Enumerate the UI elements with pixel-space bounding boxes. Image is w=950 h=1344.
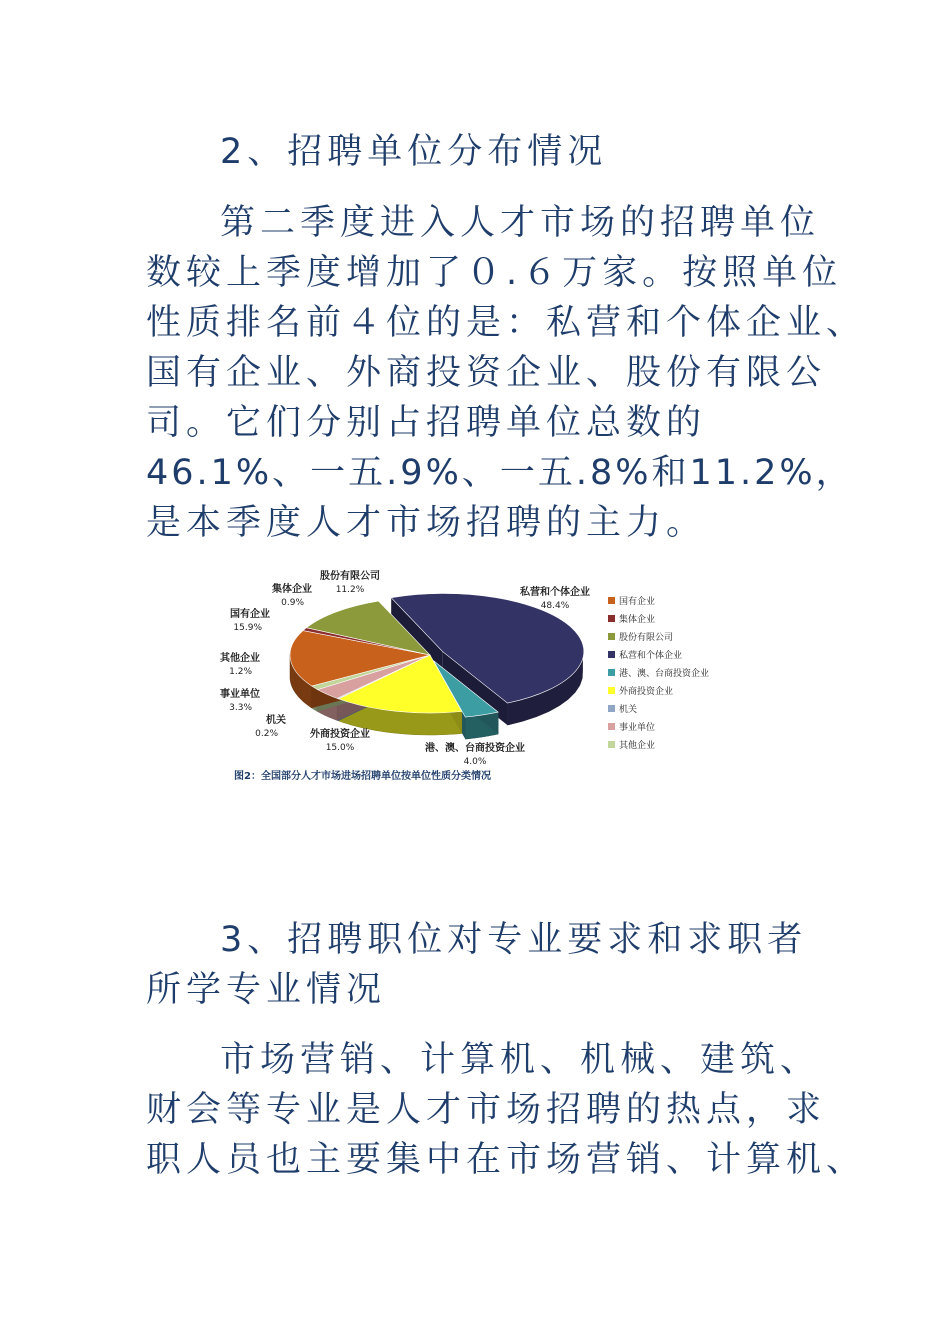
legend-entry: 外商投资企业 — [619, 687, 674, 697]
slice-value-label: 11.2% — [335, 585, 365, 595]
legend-swatch — [608, 597, 615, 604]
slice-label: 机关 — [266, 715, 286, 726]
legend-swatch — [608, 669, 615, 676]
slice-label: 事业单位 — [220, 689, 260, 700]
slice-value-label: 1.2% — [229, 667, 252, 677]
legend-swatch — [608, 723, 615, 730]
slice-label: 其他企业 — [220, 653, 260, 664]
slice-value-label: 0.2% — [255, 729, 278, 739]
legend-swatch — [608, 741, 615, 748]
slice-label: 私营和个体企业 — [520, 587, 590, 598]
legend-entry: 其他企业 — [619, 741, 656, 751]
slice-label: 外商投资企业 — [310, 729, 370, 740]
paragraph-line: 是本季度人才市场招聘的主力。 — [146, 503, 707, 543]
slice-label: 国有企业 — [230, 609, 270, 620]
legend-swatch — [608, 615, 615, 622]
legend-entry: 股份有限公司 — [619, 633, 674, 643]
slice-value-label: 15.9% — [233, 623, 262, 633]
legend-entry: 事业单位 — [619, 723, 656, 733]
heading-line: 所学专业情况 — [146, 970, 387, 1010]
paragraph-line: 司。它们分别占招聘单位总数的 — [146, 403, 707, 443]
legend-swatch — [608, 687, 615, 694]
legend-swatch — [608, 705, 615, 712]
slice-label: 股份有限公司 — [320, 571, 380, 582]
legend-swatch — [608, 651, 615, 658]
heading-line: 3、招聘职位对专业要求和求职者 — [220, 920, 808, 960]
slice-value-label: 15.0% — [325, 743, 355, 753]
paragraph-line: 市场营销、计算机、机械、建筑、 — [220, 1040, 821, 1080]
slice-label: 港、澳、台商投资企业 — [425, 743, 525, 754]
slice-value-label: 4.0% — [463, 757, 487, 767]
slice-value-label: 48.4% — [540, 601, 570, 611]
chart-title: 图2：全国部分人才市场进场招聘单位按单位性质分类情况 — [234, 771, 491, 782]
paragraph-line: 第二季度进入人才市场的招聘单位 — [220, 203, 821, 243]
slice-value-label: 0.9% — [281, 598, 304, 608]
legend-entry: 私营和个体企业 — [619, 651, 683, 661]
paragraph-line: 职人员也主要集中在市场营销、计算机、 — [146, 1140, 867, 1180]
paragraph-line: 数较上季度增加了０.６万家。按照单位 — [146, 253, 843, 293]
legend-entry: 机关 — [619, 705, 638, 715]
legend-entry: 集体企业 — [619, 615, 656, 625]
section-2-heading: 2、招聘单位分布情况 — [220, 132, 608, 172]
slice-value-label: 3.3% — [229, 703, 252, 713]
legend-entry: 国有企业 — [619, 597, 656, 607]
paragraph-line: 46.1%、一五.9%、一五.8%和11.2%， — [146, 453, 854, 493]
slice-label: 集体企业 — [272, 584, 312, 595]
legend-entry: 港、澳、台商投资企业 — [619, 669, 710, 679]
legend-swatch — [608, 633, 615, 640]
paragraph-line: 国有企业、外商投资企业、股份有限公 — [146, 353, 827, 393]
paragraph-line: 财会等专业是人才市场招聘的热点，求 — [146, 1090, 827, 1130]
paragraph-line: 性质排名前４位的是：私营和个体企业、 — [146, 303, 867, 343]
pie-chart — [220, 565, 730, 785]
